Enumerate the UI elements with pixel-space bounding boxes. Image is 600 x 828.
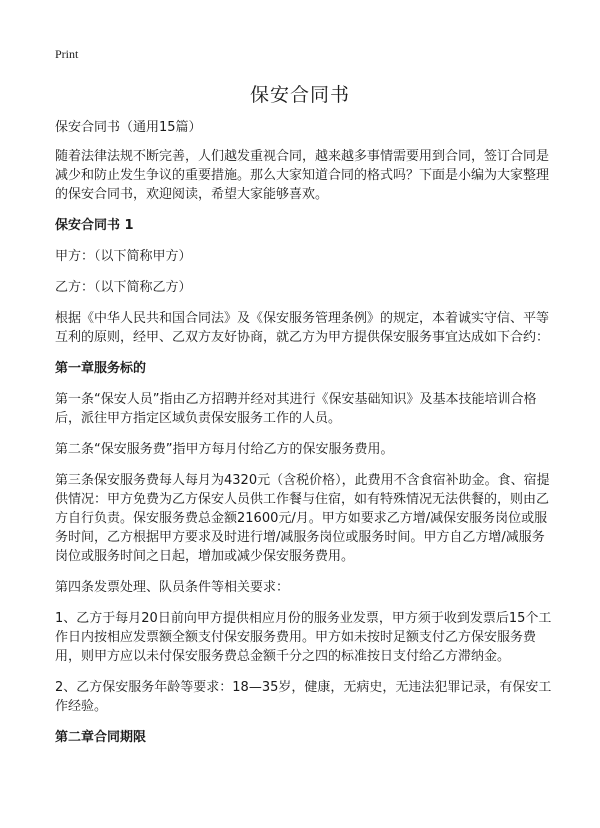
article-4: 第四条发票处理、队员条件等相关要求： [55,580,290,595]
document-body [55,118,555,759]
intro-paragraph: 随着法律法规不断完善，人们越发重视合同，越来越多事情需要用到合同，签订合同是减少和防止发生争议的重要措施。那么大家知道合同的格式吗？下面是小编为大家整理的保安合同书，欢迎阅读，希望大家能够喜欢。 [55,149,550,202]
article-3: 第三条保安服务费每人每月为4320元（含税价格），此费用不含食宿补助金。食、宿提供情况：甲方免费为乙方保安人员供工作餐与住宿，如有特殊情况无法供餐的，则由乙方自行负责。保安服务费总金额21600元/月。甲方如要求乙方增/减保安服务岗位或服务时间，乙方根据甲方要求及时进行增/减服务岗位或服务时间。甲方自乙方增/减服务岗位或服务时间之日起，增加或减少保安服务费用。 [55,473,550,564]
article-2: 第二条“保安服务费”指甲方每月付给乙方的保安服务费用。 [55,442,394,457]
print-link[interactable]: Print [55,47,79,61]
chapter-2-heading: 第二章合同期限 [55,730,147,745]
preamble-paragraph: 根据《中华人民共和国合同法》及《保安服务管理条例》的规定，本着诚实守信、平等互利的原则，经甲、乙双方友好协商，就乙方为甲方提供保安服务事宜达成如下合约： [55,311,550,345]
section-heading-1: 保安合同书 1 [55,218,134,233]
document-title: 保安合同书 [249,84,350,106]
party-a-line: 甲方：（以下简称甲方） [55,249,192,264]
chapter-1-heading: 第一章服务标的 [55,361,147,376]
article-4-item-1: 1、乙方于每月20日前向甲方提供相应月份的服务业发票，甲方须于收到发票后15个工作日内按相应发票额全额支付保安服务费用。甲方如未按时足额支付乙方保安服务费用，则甲方应以未付保安服务费总金额千分之四的标准按日支付给乙方滞纳金。 [55,611,552,664]
article-4-item-2: 2、乙方保安服务年龄等要求：18—35岁，健康，无病史，无违法犯罪记录，有保安工作经验。 [55,680,552,714]
party-b-line: 乙方：（以下简称乙方） [55,280,192,295]
article-1: 第一条“保安人员”指由乙方招聘并经对其进行《保安基础知识》及基本技能培训合格后，派往甲方指定区域负责保安服务工作的人员。 [55,392,537,426]
document-subtitle: 保安合同书（通用15篇） [55,120,202,135]
